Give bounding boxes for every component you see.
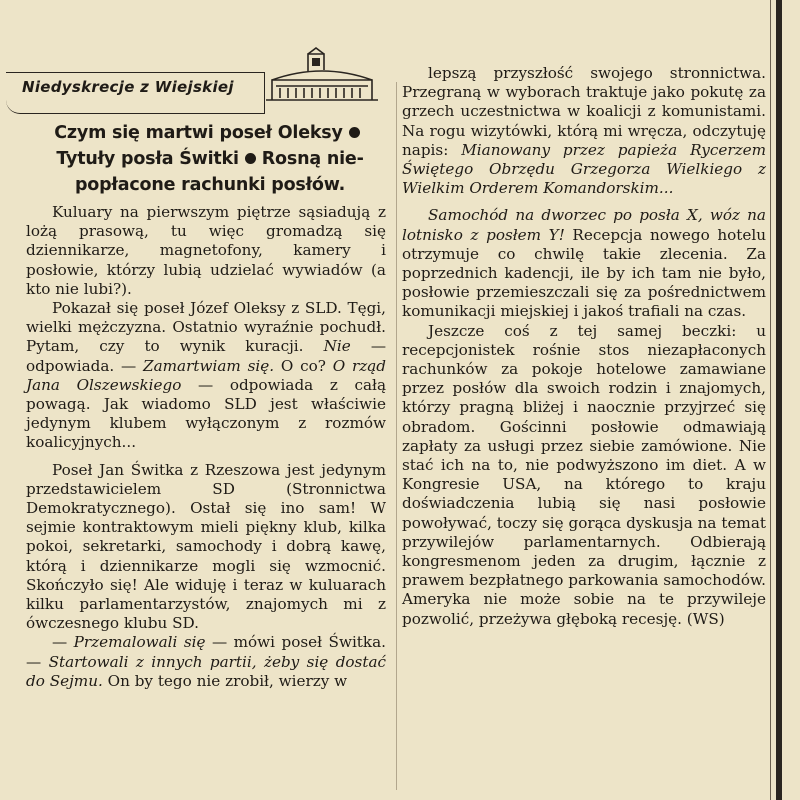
- column-divider: [396, 82, 397, 790]
- headline-part: Rosną nie-: [261, 149, 364, 169]
- paragraph: Pokazał się poseł Józef Oleksy z SLD. Tęgi, wielki mężczyzna. Ostatnio wyraźnie pochudł. Pytam, czy to wynik kuracji. Nie — odpowiada. — Zamartwiam się. O co? O rząd Jana Olszewskiego — odpowiada z całą powagą. Jak wiadomo SLD jest właściwie jedynym klubem wyłączonym z rozmów koalicyjnych...: [26, 299, 387, 452]
- page-edge-rule-thin: [770, 0, 771, 800]
- bullet-icon: [245, 153, 256, 164]
- paragraph: lepszą przyszłość swojego stronnictwa. Przegraną w wyborach traktuje jako pokutę za grzech uczestnictwa w koalicji z komunistami. Na rogu wizytówki, którą mi wręcza, odczytuję napis: Mianowany przez papieża Rycerzem Świętego Obrzędu Grzegorza Wielkiego z Wielkim Orderem Komandorskim...: [402, 64, 766, 198]
- headline-part: Czym się martwi poseł Oleksy: [54, 123, 343, 143]
- page-edge-rule: [776, 0, 782, 800]
- paragraph: Jeszcze coś z tej samej beczki: u recepcjonistek rośnie stos niezapłaconych rachunków za pokoje hotelowe zamawiane przez posłów dla swoich rodzin i znajomych, którzy pragną bliżej i naocznie przyjrzeć się obradom. Gościnni posłowie odmawiają zapłaty za usługi przez siebie zamówione. Nie stać ich na to, nie podwyższono im diet. A w Kongresie USA, na którego to kraju doświadczenia lubią się nasi posłowie powoływać, toczy się gorąca dyskusja na temat przywilejów parlamentarnych. Odbierają kongresmenom jeden za drugim, łącznie z prawem bezpłatnego parkowania samochodów. Ameryka nie może sobie na te przywileje pozwolić, przeżywa głęboką recesję. (WS): [402, 321, 766, 628]
- paragraph: Samochód na dworzec po posła X, wóz na lotnisko z posłem Y! Recepcja nowego hotelu otrzymuje co chwilę takie zlecenia. Za poprzednich kadencji, ile by ich tam nie było, posłowie przemieszczali się za pośrednictwem komunikacji miejskiej i jakoś trafiali na czas.: [402, 206, 766, 321]
- paragraph: Poseł Jan Świtka z Rzeszowa jest jedynym przedstawicielem SD (Stronnictwa Demokratycznego). Ostał się ino sam! W sejmie kontraktowym mieli piękny klub, kilka pokoi, sekretarki, samochody i dobrą kawę, którą i dziennikarze mogli się wzmocnić. Skończyło się! Ale widuję i teraz w kuluarach kilku parlamentarzystów, znajomych mi z ówczesnego klubu SD.: [26, 460, 386, 633]
- headline-part: popłacone rachunki posłów.: [74, 175, 346, 195]
- column-title: Niedyskrecje z Wiejskiej: [22, 78, 234, 96]
- article-headline: [24, 120, 396, 198]
- bullet-icon: [349, 127, 360, 138]
- paragraph: Kuluary na pierwszym piętrze sąsiadują z lożą prasową, tu więc gromadzą się dziennikarze, magnetofony, kamery i posłowie, którzy lubią udzielać wywiadów (a kto nie lubi?).: [26, 203, 386, 298]
- sejm-building-icon: [262, 44, 382, 102]
- article-column-right: [402, 64, 766, 629]
- headline-part: Tytuły posła Świtki: [56, 149, 239, 169]
- paragraph: — Przemalowali się — mówi poseł Świtka. — Startowali z innych partii, żeby się dostać do Sejmu. On by tego nie zrobił, wierzy w: [26, 633, 387, 690]
- article-column-left: [26, 203, 386, 691]
